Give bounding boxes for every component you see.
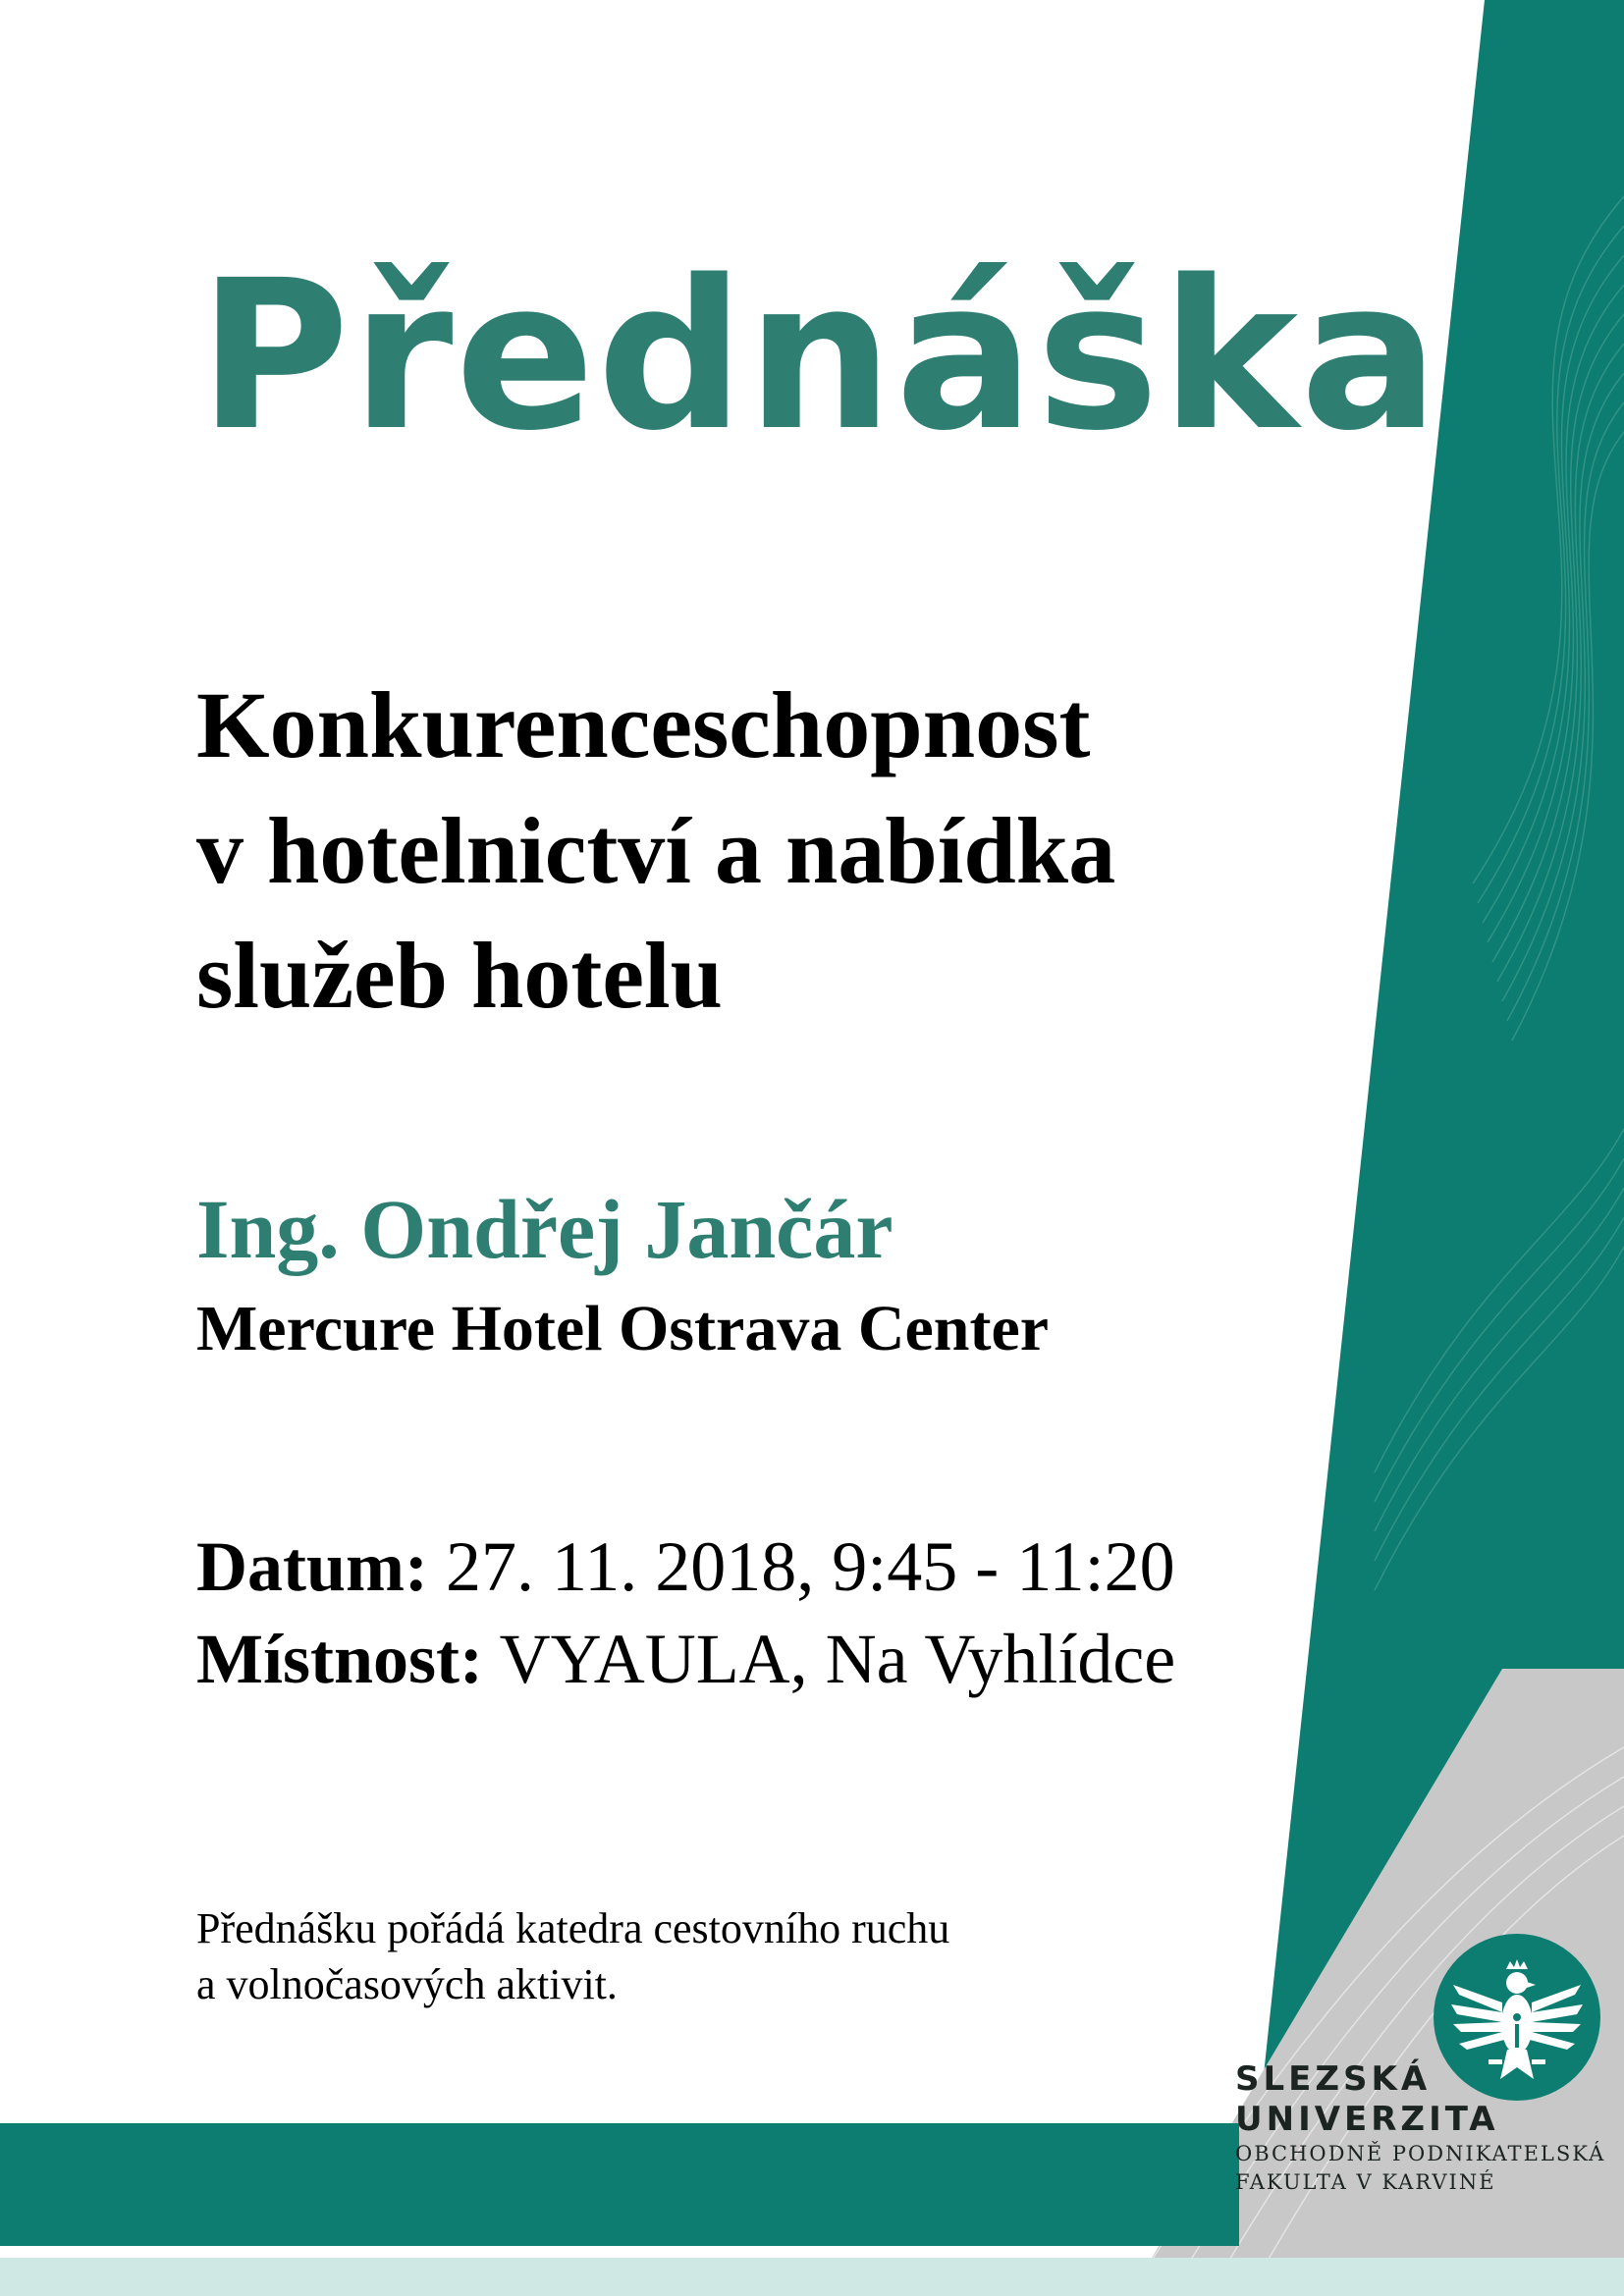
date-line — [196, 1522, 1175, 1614]
logo-line-1: SLEZSKÁ — [1235, 2059, 1432, 2099]
date-label: Datum: — [196, 1527, 428, 1606]
date-value: 27. 11. 2018, 9:45 - 11:20 — [427, 1527, 1175, 1606]
organizer-note — [196, 1900, 949, 2012]
note-line-1: Přednášku pořádá katedra cestovního ruchu — [196, 1904, 950, 1952]
title-line-2: v hotelnictví a nabídka — [196, 797, 1116, 903]
logo-line-3: OBCHODNĚ PODNIKATELSKÁ — [1235, 2141, 1606, 2165]
title-line-1: Konkurenceschopnost — [196, 672, 1091, 777]
title-line-3: služeb hotelu — [196, 923, 724, 1029]
room-label: Místnost: — [196, 1619, 483, 1698]
bottom-band — [0, 2123, 1239, 2246]
speaker-affiliation: Mercure Hotel Ostrava Center — [196, 1293, 1050, 1364]
note-line-2: a volnočasových aktivit. — [196, 1960, 618, 2009]
bottom-light-band — [0, 2258, 1624, 2296]
room-line — [196, 1614, 1175, 1706]
logo-line-2: UNIVERZITA — [1235, 2099, 1499, 2139]
university-logo-text — [1235, 2059, 1605, 2197]
lecture-title — [196, 663, 1276, 1039]
logo-line-4: FAKULTA V KARVINÉ — [1235, 2169, 1496, 2194]
room-value: VYAULA, Na Vyhlídce — [482, 1619, 1176, 1698]
event-info — [196, 1522, 1175, 1705]
headline: Přednáška — [198, 236, 1441, 476]
speaker-name: Ing. Ondřej Jančár — [196, 1182, 893, 1276]
